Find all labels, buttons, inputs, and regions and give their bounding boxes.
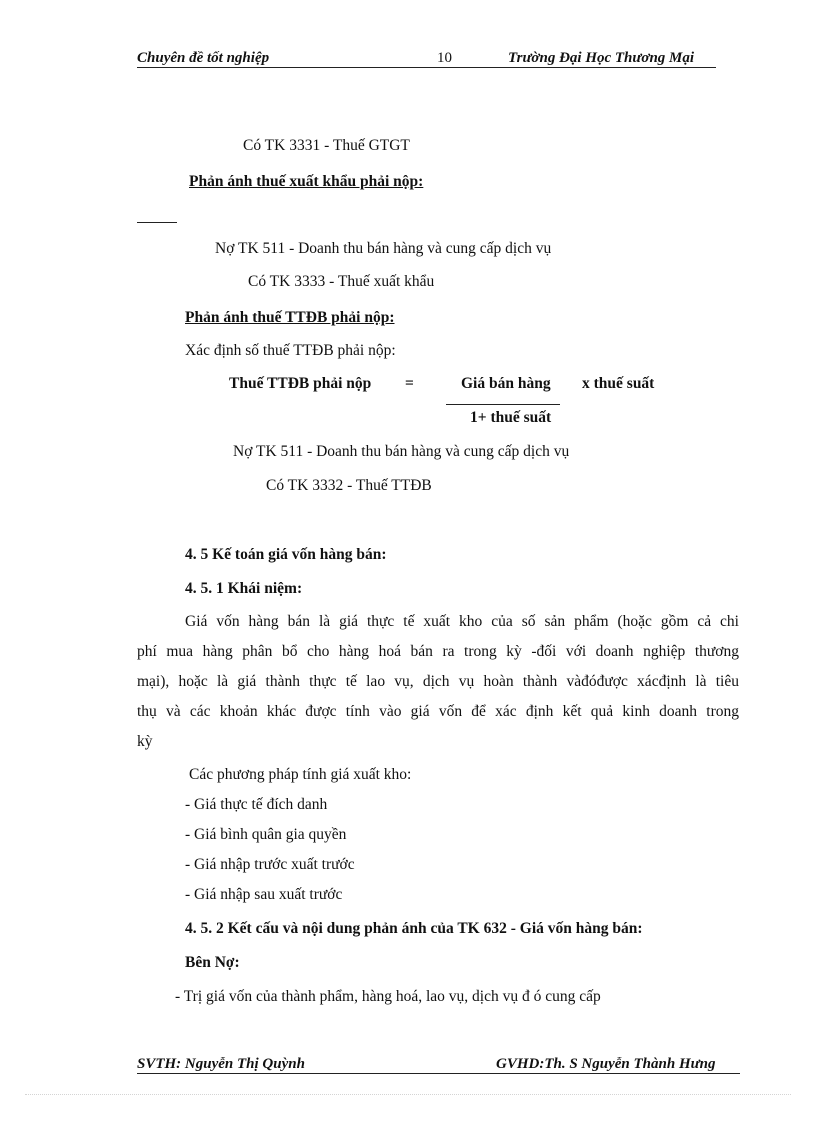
header-rule [137,67,716,68]
section-4-5-2-heading: 4. 5. 2 Kết cấu và nội dung phản ánh của TK 632 - Giá vốn hàng bán: [185,920,643,937]
footer-supervisor: GVHD:Th. S Nguyễn Thành Hưng [496,1056,716,1072]
paragraph-line: phí mua hàng phân bổ cho hàng hoá bán ra trong kỳ -đối với doanh nghiệp thương [137,643,739,660]
formula-denominator: 1+ thuế suất [470,409,552,426]
entry-no-511-a: Nợ TK 511 - Doanh thu bán hàng và cung cấp dịch vụ [215,240,552,257]
ben-no-label: Bên Nợ: [185,954,240,971]
footer-rule [137,1073,740,1074]
formula-multiplier: x thuế suất [582,375,655,392]
entry-co-3332: Có TK 3332 - Thuế TTĐB [266,477,432,494]
paragraph-line: thụ và các khoản khác được tính vào giá vốn để xác định kết quả kinh doanh trong [137,703,739,720]
header-left-title: Chuyên đề tốt nghiệp [137,50,270,66]
methods-intro: Các phương pháp tính giá xuất kho: [189,766,412,783]
heading-thue-ttdb: Phản ánh thuế TTĐB phải nộp: [185,309,395,326]
page-number: 10 [437,50,452,66]
line-xac-dinh: Xác định số thuế TTĐB phải nộp: [185,342,396,359]
method-item: - Giá thực tế đích danh [185,796,328,813]
entry-co-3331: Có TK 3331 - Thuế GTGT [243,137,410,154]
method-item: - Giá nhập trước xuất trước [185,856,355,873]
heading-thue-xuat-khau: Phản ánh thuế xuất khẩu phải nộp: [189,173,424,190]
method-item: - Giá bình quân gia quyền [185,826,347,843]
fraction-bar [446,404,560,405]
entry-co-3333: Có TK 3333 - Thuế xuất khẩu [248,273,435,290]
section-4-5-1-heading: 4. 5. 1 Khái niệm: [185,580,303,597]
paragraph-line: kỳ [137,733,153,750]
formula-equals: = [405,375,414,392]
short-rule [137,222,177,223]
entry-no-511-b: Nợ TK 511 - Doanh thu bán hàng và cung cấp dịch vụ [233,443,570,460]
ben-no-item: - Trị giá vốn của thành phẩm, hàng hoá, lao vụ, dịch vụ đ ó cung cấp [175,988,601,1005]
formula-lhs: Thuế TTĐB phải nộp [229,375,372,392]
formula-numerator: Giá bán hàng [461,375,551,392]
header-right-title: Trường Đại Học Thương Mại [508,50,695,66]
paragraph-line: mại), hoặc là giá thành thực tế lao vụ, dịch vụ hoàn thành vàđóđược xácđịnh là tiêu [137,673,739,690]
paragraph-line: Giá vốn hàng bán là giá thực tế xuất kho của số sản phẩm (hoặc gồm cả chi [185,613,739,630]
method-item: - Giá nhập sau xuất trước [185,886,343,903]
section-4-5-heading: 4. 5 Kế toán giá vốn hàng bán: [185,546,387,563]
page-edge-divider [25,1094,791,1095]
footer-student: SVTH: Nguyễn Thị Quỳnh [137,1056,305,1072]
